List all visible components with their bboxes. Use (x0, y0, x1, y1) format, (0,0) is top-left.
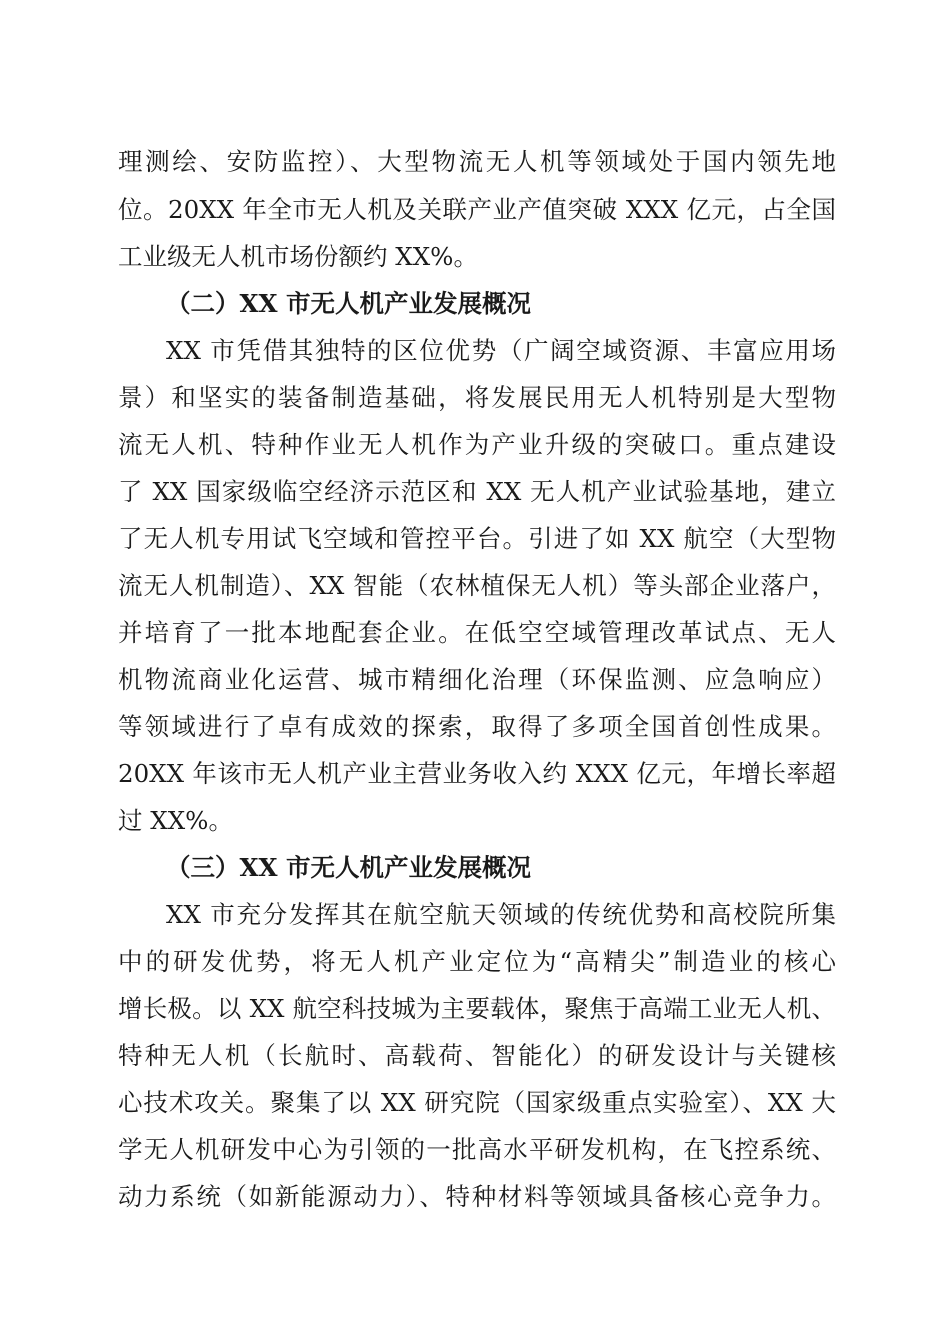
paragraph-line: 机物流商业化运营、城市精细化治理（环保监测、应急响应） (118, 665, 836, 694)
paragraph-line: XX 市充分发挥其在航空航天领域的传统优势和高校院所集 (166, 900, 836, 929)
paragraph-line: 中的研发优势，将无人机产业定位为“高精尖”制造业的核心 (118, 947, 836, 976)
paragraph-line: 心技术攻关。聚集了以 XX 研究院（国家级重点实验室）、XX 大 (118, 1088, 836, 1117)
paragraph-line: 了无人机专用试飞空域和管控平台。引进了如 XX 航空（大型物 (118, 524, 836, 553)
paragraph-line: 并培育了一批本地配套企业。在低空空域管理改革试点、无人 (118, 618, 836, 647)
paragraph-line: 景）和坚实的装备制造基础，将发展民用无人机特别是大型物 (118, 383, 836, 412)
paragraph-line: 20XX 年该市无人机产业主营业务收入约 XXX 亿元，年增长率超 (118, 759, 836, 788)
paragraph-line: 增长极。以 XX 航空科技城为主要载体，聚焦于高端工业无人机、 (118, 994, 836, 1023)
paragraph-line: 理测绘、安防监控）、大型物流无人机等领域处于国内领先地 (118, 147, 836, 176)
paragraph-line: 动力系统（如新能源动力）、特种材料等领域具备核心竞争力。 (118, 1182, 836, 1211)
paragraph-line: 位。20XX 年全市无人机及关联产业产值突破 XXX 亿元，占全国 (118, 195, 836, 224)
paragraph-line: 流无人机制造）、XX 智能（农林植保无人机）等头部企业落户， (118, 571, 836, 600)
section-heading: （二）XX 市无人机产业发展概况 (166, 289, 532, 318)
paragraph-line: 了 XX 国家级临空经济示范区和 XX 无人机产业试验基地，建立 (118, 477, 836, 506)
paragraph-line: 流无人机、特种作业无人机作为产业升级的突破口。重点建设 (118, 430, 836, 459)
paragraph-line: 过 XX%。 (118, 806, 233, 835)
paragraph-line: XX 市凭借其独特的区位优势（广阔空域资源、丰富应用场 (166, 336, 836, 365)
section-heading: （三）XX 市无人机产业发展概况 (166, 853, 532, 882)
paragraph-line: 学无人机研发中心为引领的一批高水平研发机构，在飞控系统、 (118, 1135, 836, 1164)
paragraph-line: 工业级无人机市场份额约 XX%。 (118, 242, 478, 271)
paragraph-line: 等领域进行了卓有成效的探索，取得了多项全国首创性成果。 (118, 712, 836, 741)
paragraph-line: 特种无人机（长航时、高载荷、智能化）的研发设计与关键核 (118, 1041, 836, 1070)
